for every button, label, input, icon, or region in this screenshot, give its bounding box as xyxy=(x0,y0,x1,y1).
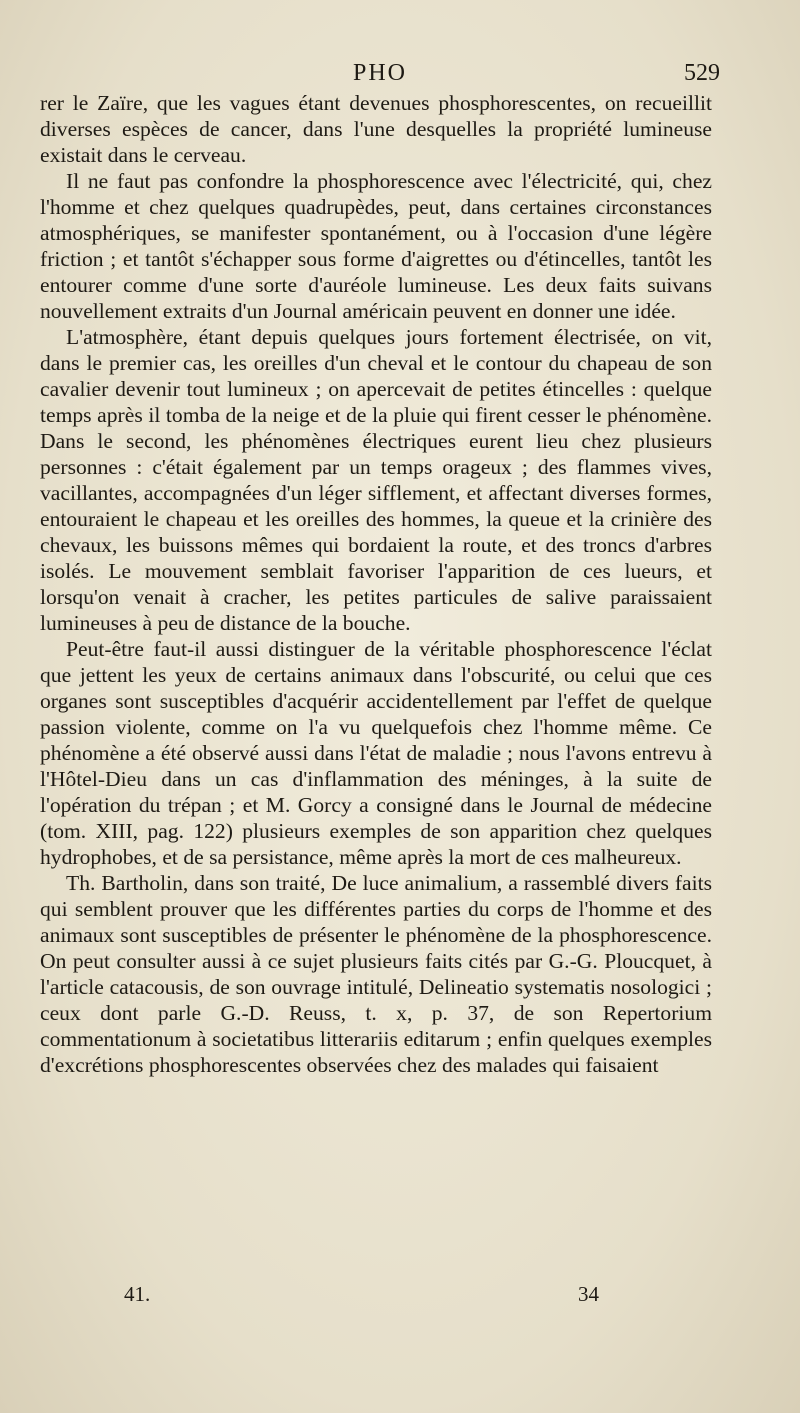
page-header xyxy=(40,60,720,94)
body-text xyxy=(40,90,712,1078)
running-head: PHO xyxy=(352,60,407,86)
page-footer xyxy=(40,1282,720,1312)
paragraph-bartholin: Th. Bartholin, dans son traité, De luce animalium, a rassemblé divers faits qui semblent prouver que les différentes parties du corps de l'homme et des animaux sont susceptibles de présenter le phénomène de la phosphorescence. On peut consulter aussi à ce sujet plusieurs faits cités par G.-G. Ploucquet, à l'article catacousis, de son ouvrage intitulé, Delineatio systematis nosologici ; ceux dont parle G.-D. Reuss, t. x, p. 37, de son Repertorium commentationum à societatibus litterariis editarum ; enfin quelques exemples d'excrétions phosphorescentes observées chez des malades qui faisaient xyxy=(40,871,712,1077)
page-number: 529 xyxy=(684,60,720,86)
paragraph-eyes: Peut-être faut-il aussi distinguer de la véritable phosphorescence l'éclat que jettent les yeux de certains animaux dans l'obscurité, ou celui que ces organes sont susceptibles d'acquérir accidentellement par l'effet de quelque passion violente, comme on l'a vu quelquefois chez l'homme même. Ce phénomène a été observé aussi dans l'état de maladie ; nous l'avons entrevu à l'Hôtel-Dieu dans un cas d'inflammation des méninges, à la suite de l'opération du trépan ; et M. Gorcy a consigné dans le Journal de médecine (tom. XIII, pag. 122) plusieurs exemples de son apparition chez quelques hydrophobes, et de sa persistance, même après la mort de ces malheureux. xyxy=(40,637,712,869)
signature-mark: 41. xyxy=(124,1282,151,1306)
paragraph-continuation: rer le Zaïre, que les vagues étant devenues phosphorescentes, on recueillit diverses espèces de cancer, dans l'une desquelles la propriété lumineuse existait dans le cerveau. xyxy=(40,91,712,167)
sheet-number: 34 xyxy=(578,1282,599,1306)
paragraph-electricity: Il ne faut pas confondre la phosphorescence avec l'électricité, qui, chez l'homme et chez quelques quadrupèdes, peut, dans certaines circonstances atmosphériques, se manifester spontanément, ou à l'occasion d'une légère friction ; et tantôt s'échapper sous forme d'aigrettes ou d'étincelles, tantôt les entourer comme d'une sorte d'auréole lumineuse. Les deux faits suivans nouvellement extraits d'un Journal américain peuvent en donner une idée. xyxy=(40,169,712,323)
paragraph-atmosphere: L'atmosphère, étant depuis quelques jours fortement électrisée, on vit, dans le premier cas, les oreilles d'un cheval et le contour du chapeau de son cavalier devenir tout lumineux ; on apercevait de petites étincelles : quelque temps après il tomba de la neige et de la pluie qui firent cesser le phénomène. Dans le second, les phénomènes électriques eurent lieu chez plusieurs personnes : c'était également par un temps orageux ; des flammes vives, vacillantes, accompagnées d'un léger sifflement, et affectant diverses formes, entouraient le chapeau et les oreilles des hommes, la queue et la crinière des chevaux, les buissons mêmes qui bordaient la route, et des troncs d'arbres isolés. Le mouvement semblait favoriser l'apparition de ces lueurs, et lorsqu'on venait à cracher, les petites particules de salive paraissaient lumineuses à peu de distance de la bouche. xyxy=(40,325,712,635)
